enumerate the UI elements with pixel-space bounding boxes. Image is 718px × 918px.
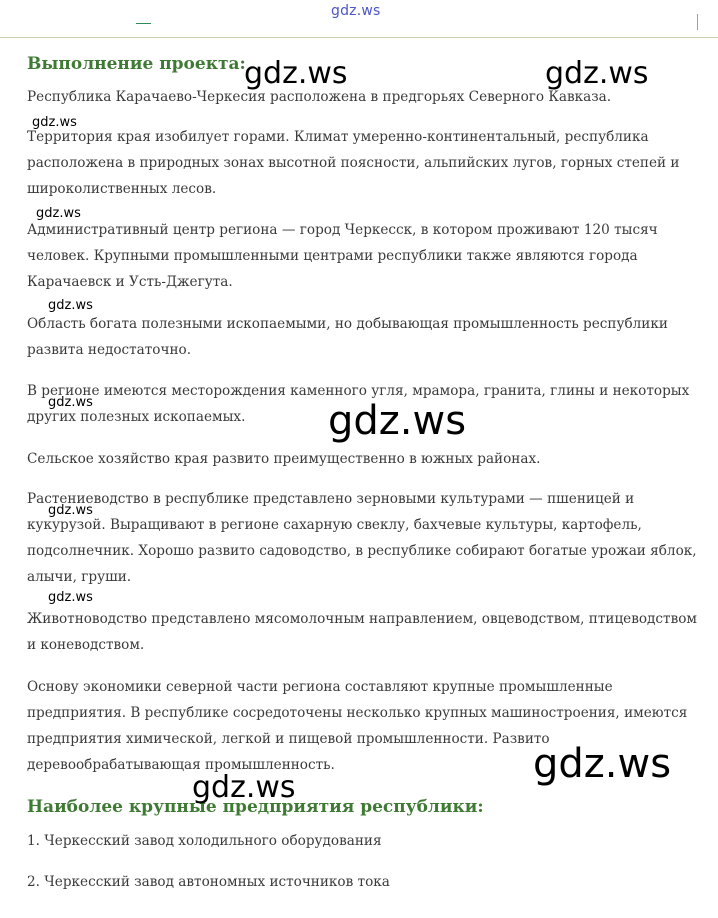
list-item: 2. Черкесский завод автономных источников тока	[27, 874, 390, 890]
watermark: gdz.ws	[48, 395, 93, 410]
paragraph: Территория края изобилует горами. Климат умеренно-континентальный, республика расположена в природных зонах высотной поясности, альпийских лугов, горных степей и широколиственных лесов.	[27, 129, 680, 197]
watermark: gdz.ws	[48, 590, 93, 605]
paragraph: Сельское хозяйство края развито преимущественно в южных районах.	[27, 451, 541, 467]
section-title-project: Выполнение проекта:	[27, 54, 246, 74]
watermark: gdz.ws	[545, 56, 649, 91]
watermark: gdz.ws	[32, 115, 77, 130]
section-title-enterprises: Наиболее крупные предприятия республики:	[27, 797, 484, 817]
paragraph: Животноводство представлено мясомолочным направлением, овцеводством, птицеводством и коневодством.	[27, 611, 697, 653]
paragraph: Растениеводство в республике представлено зерновыми культурами — пшеницей и кукурузой. Выращивают в регионе сахарную свеклу, бахчевые культуры, картофель, подсолнечник. Хорошо развито садоводство, в республике собирают богатые урожаи яблок, алычи, груши.	[27, 491, 697, 585]
header-divider	[697, 14, 698, 30]
site-header	[0, 0, 718, 38]
watermark: gdz.ws	[244, 56, 348, 91]
watermark: gdz.ws	[48, 298, 93, 313]
watermark: gdz.ws	[48, 503, 93, 518]
paragraph: В регионе имеются месторождения каменного угля, мрамора, гранита, глины и некоторых других полезных ископаемых.	[27, 383, 690, 425]
paragraph: Область богата полезными ископаемыми, но добывающая промышленность республики развита недостаточно.	[27, 316, 668, 358]
paragraph: Республика Карачаево-Черкесия расположена в предгорьях Северного Кавказа.	[27, 89, 612, 105]
paragraph: Основу экономики северной части региона составляют крупные промышленные предприятия. В республике сосредоточены несколько крупных машиностроения, имеются предприятия химической, легкой и пищевой промышленности. Развито деревообрабатывающая промышленность.	[27, 679, 688, 773]
site-logo[interactable]: gdz.ws	[331, 3, 381, 19]
paragraph: Административный центр региона — город Черкесск, в котором проживают 120 тысяч человек. Крупными промышленными центрами республики также являются города Карачаевск и Усть-Джегута.	[27, 222, 658, 290]
header-accent-line	[136, 23, 151, 24]
watermark: gdz.ws	[36, 206, 81, 221]
watermark: gdz.ws	[533, 741, 672, 787]
watermark: gdz.ws	[192, 770, 296, 805]
watermark: gdz.ws	[328, 398, 467, 444]
list-item: 1. Черкесский завод холодильного оборудования	[27, 833, 382, 849]
